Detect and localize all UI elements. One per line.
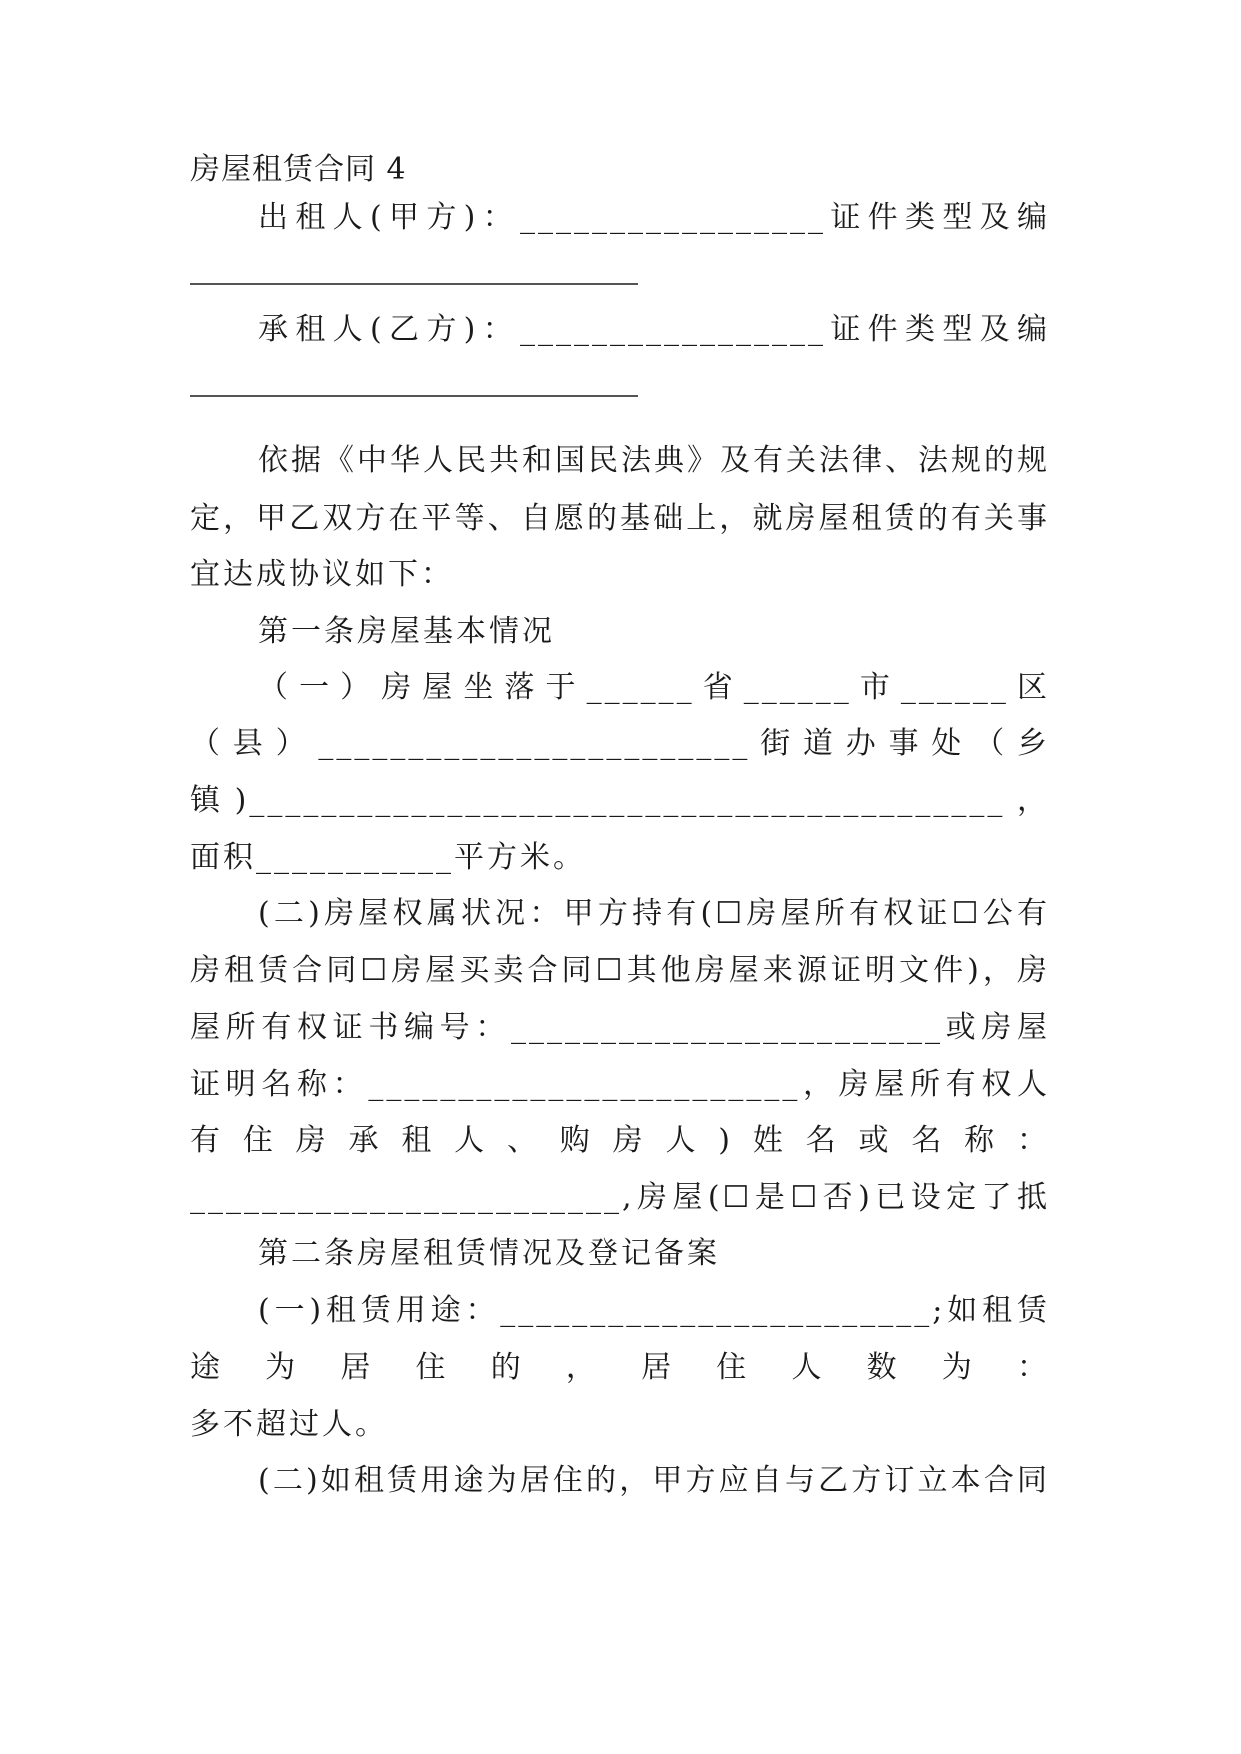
preamble-line-3: 宜达成协议如下： — [190, 557, 454, 592]
area-line: 面积___________平方米。 — [190, 840, 586, 875]
ownership-line-6: ________________________,房屋(☐是☐否)已设定了抵 — [190, 1180, 1050, 1215]
ownership-line-1: (二)房屋权属状况：甲方持有(☐房屋所有权证☐公有 — [258, 896, 1050, 931]
document-title: 房屋租赁合同 4 — [190, 152, 407, 187]
lessor-id-blank — [190, 283, 638, 285]
article-2-heading: 第二条房屋租赁情况及登记备案 — [258, 1236, 720, 1271]
ownership-line-2: 房租赁合同☐房屋买卖合同☐其他房屋来源证明文件)，房 — [190, 953, 1050, 988]
address-line-2: （县）________________________街道办事处（乡 — [190, 726, 1050, 761]
address-line-3: 镇)__________________________________________， — [190, 783, 1050, 818]
lessee-line: 承租人(乙方)：_________________证件类型及编 — [258, 312, 1050, 347]
registration-line-1: (二)如租赁用途为居住的，甲方应自与乙方订立本合同 — [258, 1463, 1050, 1498]
lessee-id-blank — [190, 395, 638, 397]
ownership-line-3: 屋所有权证书编号：________________________或房屋 — [190, 1010, 1050, 1045]
preamble-line-1: 依据《中华人民共和国民法典》及有关法律、法规的规 — [258, 443, 1050, 478]
ownership-line-4: 证明名称：________________________，房屋所有权人 — [190, 1067, 1050, 1102]
usage-line-3: 多不超过人。 — [190, 1407, 388, 1442]
article-1-heading: 第一条房屋基本情况 — [258, 614, 555, 649]
ownership-line-5: 有住房承租人、购房人)姓名或名称： — [190, 1123, 1050, 1158]
usage-line-1: (一)租赁用途：________________________;如租赁 — [258, 1293, 1050, 1328]
usage-line-2: 途为居住的，居住人数为： — [190, 1350, 1050, 1385]
preamble-line-2: 定，甲乙双方在平等、自愿的基础上，就房屋租赁的有关事 — [190, 501, 1050, 536]
address-line-1: （一）房屋坐落于______省______市______区 — [258, 670, 1050, 705]
lessor-line: 出租人(甲方)：_________________证件类型及编 — [258, 200, 1050, 235]
